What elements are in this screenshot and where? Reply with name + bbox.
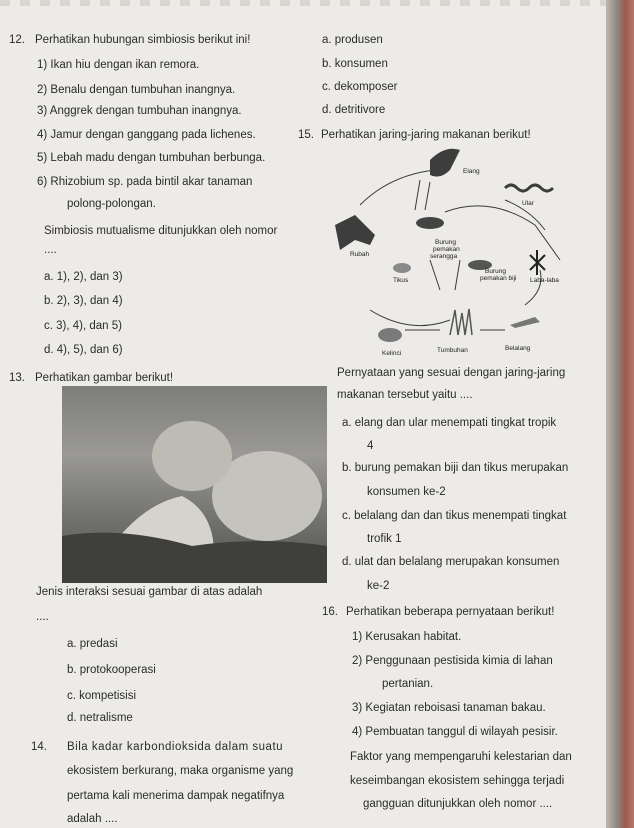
q12-item-2: 2) Benalu dengan tumbuhan inangnya. [37, 84, 236, 96]
torn-top-edge [0, 0, 608, 6]
grasshopper-icon [510, 317, 540, 328]
label-belalang: Belalang [505, 345, 531, 352]
q15-option-a-cont: 4 [367, 440, 374, 452]
food-web-diagram [330, 140, 585, 365]
q13-ellipsis: .... [36, 611, 49, 623]
label-elang: Elang [463, 168, 480, 175]
q15-option-c-cont: trofik 1 [367, 533, 402, 545]
rabbit-icon [378, 328, 402, 342]
q14-line-1: Bila kadar karbondioksida dalam suatu [67, 741, 284, 753]
q15-option-b: b. burung pemakan biji dan tikus merupakan [342, 462, 569, 474]
eagle-icon [430, 149, 460, 177]
label-kelinci: Kelinci [382, 350, 402, 357]
label-laba-laba: Laba-laba [530, 277, 559, 284]
q12-item-4: 4) Jamur dengan ganggang pada lichenes. [37, 129, 256, 141]
q13-stem: Perhatikan gambar berikut! [35, 372, 174, 384]
q12-item-1: 1) Ikan hiu dengan ikan remora. [37, 59, 200, 71]
q15-question-2: makanan tersebut yaitu .... [337, 389, 473, 401]
q15-option-a: a. elang dan ular menempati tingkat tropik [342, 417, 557, 429]
q13-option-a: a. predasi [67, 638, 118, 650]
q15-number: 15. [298, 129, 314, 141]
q13-option-d: d. netralisme [67, 712, 133, 724]
q13-question: Jenis interaksi sesuai gambar di atas adalah [36, 586, 263, 598]
q12-item-5: 5) Lebah madu dengan tumbuhan berbunga. [37, 152, 266, 164]
q11-option-b: b. konsumen [322, 58, 388, 70]
q11-option-a: a. produsen [322, 34, 383, 46]
q12-option-c: c. 3), 4), dan 5) [44, 320, 122, 332]
q16-item-3: 3) Kegiatan reboisasi tanaman bakau. [352, 702, 546, 714]
q11-option-d: d. detritivore [322, 104, 386, 116]
q16-tail-2: keseimbangan ekosistem sehingga terjadi [350, 775, 565, 787]
q12-ellipsis: .... [44, 244, 57, 256]
fox-icon [335, 215, 375, 250]
arrow-line [360, 170, 435, 205]
q14-line-2: ekosistem berkurang, maka organisme yang [67, 765, 294, 777]
q11-option-c: c. dekomposer [322, 81, 398, 93]
q16-tail-3: gangguan ditunjukkan oleh nomor .... [363, 798, 553, 810]
insect-bird-icon [416, 217, 444, 229]
label-burung-serangga-3: serangga [430, 253, 458, 260]
q12-option-d: d. 4), 5), dan 6) [44, 344, 123, 356]
label-burung-serangga-2: pemakan [433, 246, 460, 253]
label-burung-serangga-1: Burung [435, 239, 456, 246]
lion-hunting-photo [62, 386, 327, 583]
q12-question: Simbiosis mutualisme ditunjukkan oleh nomor [44, 225, 278, 237]
q15-option-d-cont: ke-2 [367, 580, 390, 592]
label-ular: Ular [522, 200, 534, 207]
q16-item-1: 1) Kerusakan habitat. [352, 631, 462, 643]
q12-item-6-cont: polong-polongan. [67, 198, 156, 210]
q13-option-c: c. kompetisisi [67, 690, 137, 702]
spider-icon [530, 250, 545, 275]
label-tikus: Tikus [393, 277, 409, 284]
q12-option-a: a. 1), 2), dan 3) [44, 271, 123, 283]
q15-stem: Perhatikan jaring-jaring makanan berikut! [321, 129, 531, 141]
q16-item-4: 4) Pembuatan tanggul di wilayah pesisir. [352, 726, 558, 738]
q15-option-b-cont: konsumen ke-2 [367, 486, 446, 498]
q13-number: 13. [9, 372, 25, 384]
q15-option-c: c. belalang dan dan tikus menempati tingkat [342, 510, 567, 522]
mouse-icon [393, 263, 411, 273]
q15-question-1: Pernyataan yang sesuai dengan jaring-jaring [337, 367, 566, 379]
q16-tail-1: Faktor yang mempengaruhi kelestarian dan [350, 751, 572, 763]
q12-item-3: 3) Anggrek dengan tumbuhan inangnya. [37, 105, 242, 117]
q14-line-4: adalah .... [67, 813, 118, 825]
q16-stem: Perhatikan beberapa pernyataan berikut! [346, 606, 555, 618]
q13-option-b: b. protokooperasi [67, 664, 156, 676]
q12-stem: Perhatikan hubungan simbiosis berikut ini! [35, 34, 251, 46]
grass-icon [450, 309, 472, 335]
label-burung-biji-1: Burung [485, 268, 506, 275]
q12-number: 12. [9, 34, 25, 46]
label-rubah: Rubah [350, 251, 370, 258]
snake-icon [505, 185, 553, 191]
q16-item-2-cont: pertanian. [382, 678, 434, 690]
q16-item-2: 2) Penggunaan pestisida kimia di lahan [352, 655, 553, 667]
label-tumbuhan: Tumbuhan [437, 347, 468, 354]
q12-item-6: 6) Rhizobium sp. pada bintil akar tanaman [37, 176, 253, 188]
q14-number: 14. [31, 741, 47, 753]
q15-option-d: d. ulat dan belalang merupakan konsumen [342, 556, 560, 568]
q12-option-b: b. 2), 3), dan 4) [44, 295, 123, 307]
label-burung-biji-2: pemakan biji [480, 275, 517, 282]
q14-line-3: pertama kali menerima dampak negatifnya [67, 790, 285, 802]
background-edge [606, 0, 634, 828]
q16-number: 16. [322, 606, 338, 618]
